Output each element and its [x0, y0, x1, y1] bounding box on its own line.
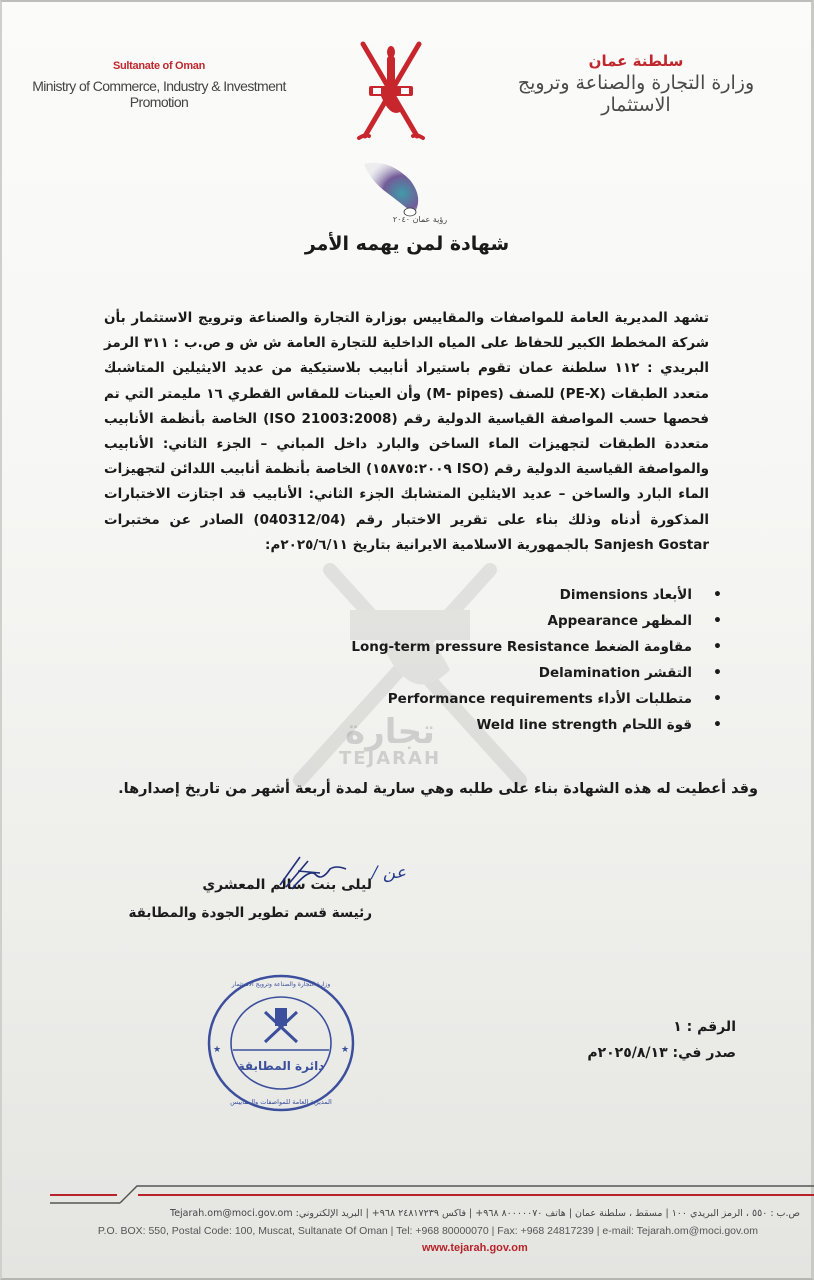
test-item: • مقاومة الضغط Long-term pressure Resistance: [351, 634, 722, 660]
handwritten-signature-icon: [270, 855, 350, 895]
footer-english-contact: P.O. BOX: 550, Postal Code: 100, Muscat, Sultanate Of Oman | Tel: +968 80000070 | Fax: +968 24817239 | e-mail: Tejarah.om@moci.gov.om: [97, 1225, 758, 1237]
official-stamp-icon: [205, 972, 357, 1114]
header-english: [24, 60, 294, 110]
watermark-en: TEJARAH: [338, 748, 442, 769]
reference-number: الرقم : ١: [673, 1019, 736, 1035]
oman-emblem-icon: [355, 40, 427, 142]
test-item: • الأبعاد Dimensions: [351, 582, 722, 608]
test-list: [351, 582, 722, 738]
ministry-name-en: Ministry of Commerce, Industry & Investment Promotion: [32, 78, 286, 110]
watermark-ar: تجارة: [345, 712, 435, 752]
on-behalf-label: عن /: [371, 863, 406, 883]
header-arabic: [486, 52, 786, 116]
signatory-role: رئيسة قسم تطوير الجودة والمطابقة: [128, 905, 372, 921]
test-item: • متطلبات الأداء Performance requirements: [351, 686, 722, 712]
test-item: • التقشر Delamination: [351, 660, 722, 686]
oman-vision-2040-logo-icon: [358, 158, 448, 228]
test-item: • قوة اللحام Weld line strength: [351, 712, 722, 738]
footer-website-link[interactable]: www.tejarah.gov.om: [422, 1242, 528, 1254]
stamp-center-text: دائرة المطابقة: [237, 1059, 325, 1073]
reference-block: [587, 1014, 736, 1066]
footer-arabic-contact: ص.ب : ٥٥٠ ، الرمز البريدي ١٠٠ | مسقط ، سلطنة عمان | هاتف ٨٠٠٠٠٠٧٠ ٩٦٨+ | فاكس ٢٤٨١٧٢٣٩ ٩٦٨+ | البريد الإلكتروني: Tejarah.om@moci.gov.om: [170, 1208, 800, 1219]
validity-statement: وقد أعطيت له هذه الشهادة بناء على طلبه وهي سارية لمدة أربعة أشهر من تاريخ إصدارها.: [118, 781, 758, 797]
vision-logo-text: رؤية عمان ٢٠٤٠: [392, 215, 448, 224]
body-paragraph: تشهد المديرية العامة للمواصفات والمقاييس بوزارة التجارة والصناعة وترويج الاستثمار بأن شركة المخطط الكبير للحفاظ على المياه الداخلية للتجارة العامة ش ش و ص.ب : ٣١١ الرمز البريدي : ١١٢ سلطنة عمان تقوم باستيراد أنابيب بلاستيكية من عديد الايثيلين المتاشبك متعدد الطبقات (PE-X) للصنف (M- pipes) وأن العينات للمقاس القطري ١٦ مليمتر التي تم فحصها حسب المواصفة القياسية الدولية رقم (ISO 21003:2008) الخاصة بأنظمة الأنابيب متعددة الطبقات لتجهيزات الماء الساخن والبارد داخل المباني – الجزء الثاني: الأنابيب والمواصفة القياسية الدولية رقم (ISO ١٥٨٧٥:٢٠٠٩) الخاصة بأنظمة أنابيب اللدائن لتجهيزات الماء البارد والساخن – عديد الايثلين المتشابك الجزء الثاني: الأنابيب قد اجتازت الاختبارات المذكورة أدناه وذلك بناء على تقرير الاختبار رقم (040312/04) الصادر عن مختبرات Sanjesh Gostar بالجمهورية الاسلامية الايرانية بتاريخ ٢٠٢٥/٦/١١م:: [104, 310, 710, 553]
stamp-star-right-icon: ★: [341, 1045, 350, 1055]
country-name-ar: سلطنة عمان: [588, 52, 684, 70]
stamp-top-text: وزارة التجارة والصناعة وترويج الاستثمار: [231, 981, 331, 988]
certificate-body: [104, 306, 709, 558]
stamp-bottom-text: المديرية العامة للمواصفات والمقاييس: [230, 1098, 332, 1106]
stamp-star-left-icon: ★: [213, 1045, 222, 1055]
ministry-name-ar: وزارة التجارة والصناعة وترويج الاستثمار: [517, 72, 755, 116]
country-name-en: Sultanate of Oman: [112, 60, 206, 72]
signatory-name: ليلى بنت سالم المعشري: [202, 877, 372, 893]
issue-date: صدر في: ٢٠٢٥/٨/١٣م: [587, 1045, 736, 1061]
test-item: • المظهر Appearance: [351, 608, 722, 634]
certificate-title: شهادة لمن يهمه الأمر: [304, 233, 510, 255]
